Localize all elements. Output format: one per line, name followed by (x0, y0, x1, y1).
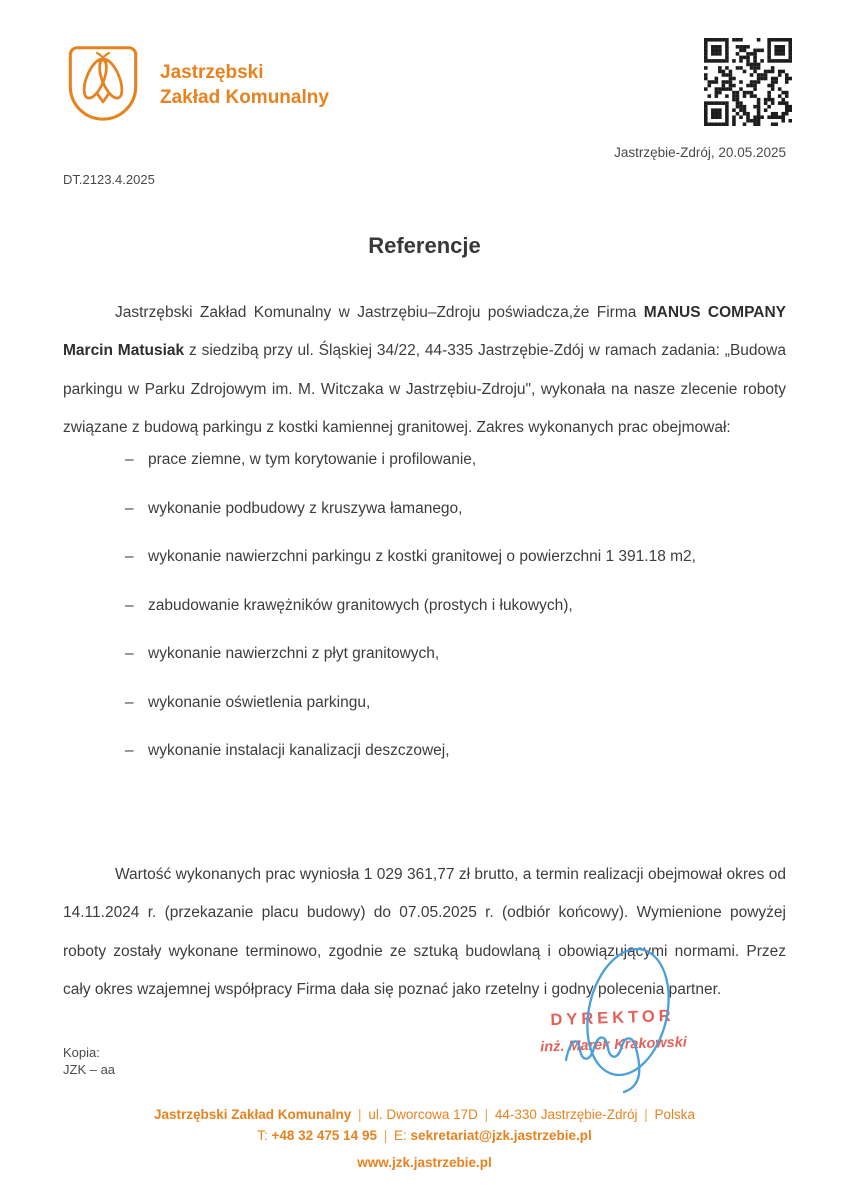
handwritten-signature-icon (530, 940, 730, 1095)
footer-contact-line (0, 1125, 849, 1146)
separator: | (484, 1107, 489, 1122)
phone-number: +48 32 475 14 95 (271, 1128, 377, 1143)
company-brand (60, 40, 329, 126)
qr-code-icon (704, 38, 792, 126)
stamp-title: DYREKTOR (550, 1006, 675, 1030)
reference-number: DT.2123.4.2025 (63, 172, 155, 187)
contractor-name: MANUS COMPANY Marcin Matusiak (63, 303, 786, 359)
list-item: – wykonanie instalacji kanalizacji deszczowej, (125, 742, 745, 759)
intro-text-2: z siedzibą przy ul. Śląskiej 34/22, 44-335 Jastrzębie-Zdój w ramach zadania: „Budowa parkingu w Parku Zdrojowym im. M. Witczaka w Jastrzębiu-Zdroju", wykonała na nasze zlecenie roboty związane z budową parkingu z kostki kamiennej granitowej. Zakres wykonanych prac obejmował: (63, 342, 786, 436)
work-scope-list (125, 451, 745, 791)
summary-paragraph: Wartość wykonanych prac wyniosła 1 029 361,77 zł brutto, a termin realizacji obejmował okres od 14.11.2024 r. (przekazanie placu budowy) do 07.05.2025 r. (odbiór końcowy). Wymienione powyżej roboty zostały wykonane terminowo, zgodnie ze sztuką budowlaną i obowiązującymi normami. Przez cały okres wzajemnej współpracy Firma dała się poznać jako rzetelny i godny polecenia partner. (63, 865, 786, 998)
intro-paragraph (63, 294, 786, 448)
separator: | (644, 1107, 648, 1122)
jzk-shield-logo-icon (60, 40, 146, 126)
footer-company: Jastrzębski Zakład Komunalny (153, 1107, 352, 1122)
list-item: – wykonanie podbudowy z kruszywa łamanego, (125, 500, 745, 517)
email-address: sekretariat@jzk.jastrzebie.pl (410, 1128, 592, 1143)
footer-country: Polska (654, 1107, 696, 1122)
copy-note-value: JZK – aa (63, 1062, 116, 1077)
company-name (160, 40, 329, 110)
company-name-line2: Zakład Komunalny (160, 87, 329, 108)
website-url: www.jzk.jastrzebie.pl (357, 1155, 492, 1170)
place-and-date: Jastrzębie-Zdrój, 20.05.2025 (614, 145, 786, 160)
separator: | (358, 1107, 362, 1122)
stamp-name: inż. Marek Krakowski (539, 1034, 688, 1056)
email-label: E: (394, 1128, 407, 1143)
footer-address-line (0, 1104, 849, 1125)
footer-street: ul. Dworcowa 17D (368, 1107, 478, 1122)
list-item: – prace ziemne, w tym korytowanie i profilowanie, (125, 451, 745, 468)
copy-note (63, 1044, 115, 1078)
list-item: – wykonanie nawierzchni z płyt granitowych, (125, 645, 745, 662)
list-item: – wykonanie oświetlenia parkingu, (125, 694, 745, 711)
footer-city: 44-330 Jastrzębie-Zdrój (494, 1107, 638, 1122)
phone-label: T: (257, 1128, 268, 1143)
copy-note-label: Kopia: (63, 1045, 100, 1060)
list-item: – wykonanie nawierzchni parkingu z kostki granitowej o powierzchni 1 391.18 m2, (125, 548, 745, 565)
footer-contact (0, 1104, 849, 1146)
separator: | (383, 1128, 388, 1143)
company-name-line1: Jastrzębski (160, 62, 264, 83)
intro-text-1: Jastrzębski Zakład Komunalny w Jastrzębiu–Zdroju poświadcza,że Firma (115, 303, 644, 321)
document-title: Referencje (368, 233, 481, 258)
list-item: – zabudowanie krawężników granitowych (prostych i łukowych), (125, 597, 745, 614)
